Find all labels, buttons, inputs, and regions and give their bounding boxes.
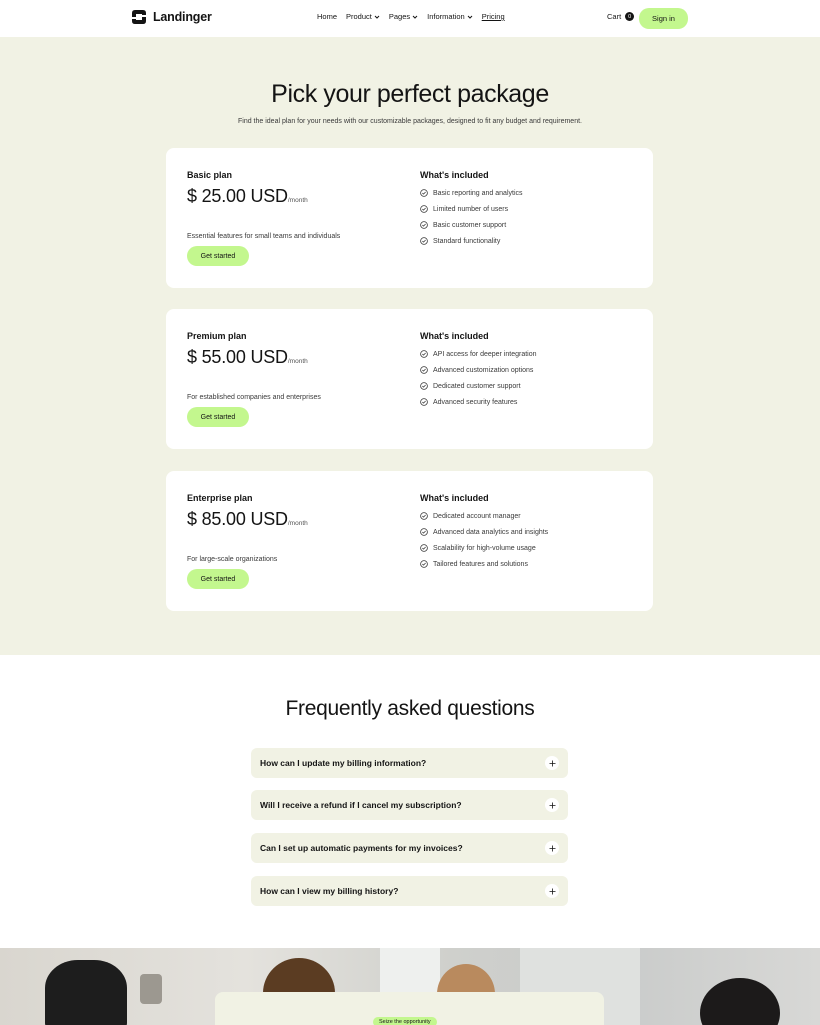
plan-card-premium (166, 309, 653, 449)
plan-name: Basic plan (187, 170, 233, 180)
feature-text: Standard functionality (433, 237, 501, 245)
menu-item-pricing[interactable] (482, 12, 505, 21)
plan-name: Premium plan (187, 331, 247, 341)
price-period: /month (287, 520, 308, 527)
get-started-button[interactable]: Get started (187, 407, 249, 427)
feature-text: Limited number of users (433, 205, 509, 213)
person-hair (700, 978, 780, 1025)
feature-item (420, 378, 537, 394)
faq-question: How can I view my billing history? (260, 886, 399, 896)
chevron-down-icon (467, 14, 473, 20)
included-title: What's included (420, 170, 489, 180)
check-circle-icon (420, 237, 428, 245)
cta-badge: Seize the opportunity (373, 1017, 437, 1025)
plus-icon[interactable] (545, 756, 559, 770)
chevron-down-icon (374, 14, 380, 20)
brand-logo[interactable] (131, 9, 212, 25)
feature-item (420, 201, 523, 217)
menu-item-product[interactable] (346, 12, 380, 21)
feature-item (420, 524, 548, 540)
feature-text: Advanced customization options (433, 366, 534, 374)
cart-count-badge: 0 (625, 12, 634, 21)
price-period: /month (287, 197, 308, 204)
logo-icon (131, 9, 147, 25)
feature-item (420, 233, 523, 249)
faq-question: Can I set up automatic payments for my invoices? (260, 843, 463, 853)
included-title: What's included (420, 493, 489, 503)
chevron-down-icon (412, 14, 418, 20)
price-value: $ 85.00 USD (187, 509, 288, 529)
feature-item (420, 394, 537, 410)
plan-card-enterprise (166, 471, 653, 611)
price-period: /month (287, 358, 308, 365)
feature-text: Dedicated account manager (433, 512, 521, 520)
feature-text: Scalability for high-volume usage (433, 544, 536, 552)
feature-item (420, 362, 537, 378)
check-circle-icon (420, 528, 428, 536)
plan-name: Enterprise plan (187, 493, 253, 503)
check-circle-icon (420, 189, 428, 197)
faq-question: Will I receive a refund if I cancel my subscription? (260, 800, 462, 810)
feature-list (420, 185, 523, 249)
menu-item-information[interactable] (427, 12, 473, 21)
pricing-title: Pick your perfect package (271, 80, 549, 108)
feature-text: Advanced security features (433, 398, 518, 406)
feature-item (420, 508, 548, 524)
check-circle-icon (420, 366, 428, 374)
price-value: $ 55.00 USD (187, 347, 288, 367)
get-started-button[interactable]: Get started (187, 246, 249, 266)
plan-description: For established companies and enterprises (187, 394, 321, 401)
check-circle-icon (420, 350, 428, 358)
feature-text: Dedicated customer support (433, 382, 521, 390)
feature-text: Advanced data analytics and insights (433, 528, 549, 536)
menu-label: Home (317, 12, 338, 21)
pricing-section (0, 37, 820, 655)
feature-text: Basic customer support (433, 221, 507, 229)
check-circle-icon (420, 512, 428, 520)
faq-item[interactable] (251, 876, 568, 906)
plan-price (187, 347, 308, 368)
main-menu (317, 12, 505, 21)
menu-label: Product (346, 12, 372, 21)
check-circle-icon (420, 560, 428, 568)
feature-list (420, 346, 537, 410)
feature-text: API access for deeper integration (433, 350, 537, 358)
check-circle-icon (420, 221, 428, 229)
check-circle-icon (420, 382, 428, 390)
feature-item (420, 346, 537, 362)
menu-label: Pricing (481, 12, 505, 21)
plus-icon[interactable] (545, 841, 559, 855)
faq-title: Frequently asked questions (285, 697, 535, 720)
feature-list (420, 508, 548, 572)
kettle (140, 974, 162, 1004)
feature-item (420, 217, 523, 233)
faq-item[interactable] (251, 790, 568, 820)
plan-price (187, 509, 308, 530)
check-circle-icon (420, 398, 428, 406)
top-navbar (0, 0, 820, 37)
feature-item (420, 185, 523, 201)
get-started-button[interactable]: Get started (187, 569, 249, 589)
pricing-subtitle: Find the ideal plan for your needs with our customizable packages, designed to fit any budget and requirement. (238, 118, 582, 125)
faq-question: How can I update my billing information? (260, 758, 427, 768)
faq-item[interactable] (251, 833, 568, 863)
plan-price (187, 186, 308, 207)
menu-item-home[interactable] (317, 12, 337, 21)
included-title: What's included (420, 331, 489, 341)
plus-icon[interactable] (545, 798, 559, 812)
menu-label: Pages (388, 12, 411, 21)
plan-description: Essential features for small teams and individuals (187, 233, 341, 240)
brand-name: Landinger (153, 10, 212, 24)
faq-item[interactable] (251, 748, 568, 778)
feature-item (420, 556, 548, 572)
cart-label: Cart (607, 12, 622, 21)
person-hat (45, 960, 127, 1025)
check-circle-icon (420, 544, 428, 552)
feature-text: Tailored features and solutions (433, 560, 528, 568)
menu-label: Information (427, 12, 465, 21)
sign-in-button[interactable]: Sign in (639, 8, 688, 29)
plan-card-basic (166, 148, 653, 288)
feature-item (420, 540, 548, 556)
cart-link[interactable] (607, 12, 634, 21)
menu-item-pages[interactable] (389, 12, 418, 21)
price-value: $ 25.00 USD (187, 186, 288, 206)
plus-icon[interactable] (545, 884, 559, 898)
feature-text: Basic reporting and analytics (433, 189, 523, 197)
plan-description: For large-scale organizations (187, 556, 278, 563)
check-circle-icon (420, 205, 428, 213)
